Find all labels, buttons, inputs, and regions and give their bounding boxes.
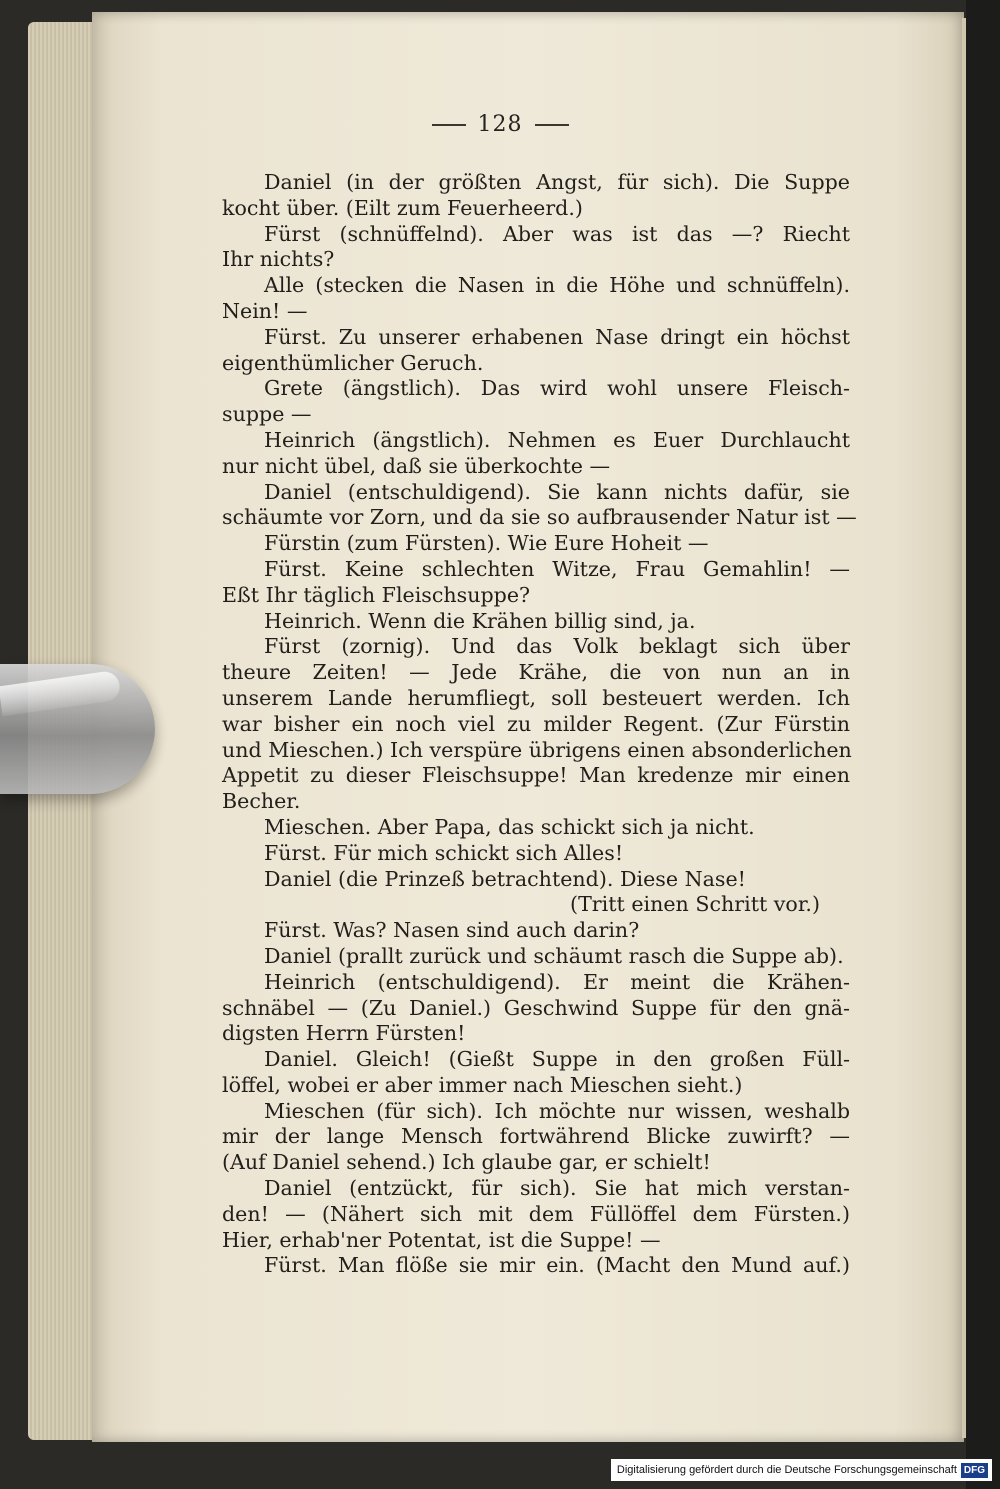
text-line: Fürst. Keine schlechten Witze, Frau Gemahlin! —	[264, 556, 850, 581]
text-line: Fürstin (zum Fürsten). Wie Eure Hoheit —	[264, 531, 709, 556]
text-line: war bisher ein noch viel zu milder Regent. (Zur Fürstin	[222, 711, 850, 736]
text-line: kocht über. (Eilt zum Feuerheerd.)	[222, 195, 583, 220]
text-line: schnäbel — (Zu Daniel.) Geschwind Suppe für den gnä-	[222, 995, 850, 1020]
digitization-credit	[611, 1459, 992, 1481]
text-line: Daniel (entzückt, für sich). Sie hat mich verstan-	[264, 1176, 850, 1201]
text-line: Daniel (in der größten Angst, für sich). Die Suppe	[264, 170, 850, 194]
text-line: nur nicht übel, daß sie überkochte —	[222, 453, 611, 478]
text-line: unserem Lande herumfliegt, soll besteuert werden. Ich	[222, 685, 850, 710]
page-number: 128	[477, 112, 523, 137]
text-line: suppe —	[222, 402, 312, 427]
text-line: Fürst (schnüffelnd). Aber was ist das —? Riecht	[264, 221, 850, 246]
text-line: theure Zeiten! — Jede Krähe, die von nun an in	[222, 660, 850, 685]
dfg-logo: DFG	[961, 1463, 988, 1478]
text-line: Daniel (entschuldigend). Sie kann nichts dafür, sie	[264, 479, 850, 504]
text-line: Hier, erhab'ner Potentat, ist die Suppe! —	[222, 1227, 661, 1252]
text-line: den! — (Nähert sich mit dem Füllöffel dem Fürsten.)	[222, 1201, 850, 1226]
text-line: Fürst. Man flöße sie mir ein. (Macht den Mund auf.)	[264, 1253, 850, 1278]
page-text	[222, 170, 857, 1279]
text-line: Fürst (zornig). Und das Volk beklagt sich über	[264, 634, 850, 659]
ornament-left-icon	[432, 124, 466, 126]
text-line: Appetit zu dieser Fleischsuppe! Man kredenze mir einen	[222, 763, 850, 788]
credit-text: Digitalisierung gefördert durch die Deutsche Forschungsgemeinschaft	[616, 1464, 957, 1476]
text-line: Alle (stecken die Nasen in die Höhe und schnüffeln).	[264, 273, 850, 298]
text-line: Heinrich. Wenn die Krähen billig sind, ja.	[264, 608, 696, 633]
text-line: (Tritt einen Schritt vor.)	[570, 892, 820, 917]
text-line: löffel, wobei er aber immer nach Mieschen sieht.)	[222, 1072, 743, 1097]
text-line: Fürst. Zu unserer erhabenen Nase dringt ein höchst	[264, 324, 850, 349]
text-line: Heinrich (ängstlich). Nehmen es Euer Durchlaucht	[264, 427, 850, 452]
text-line: (Auf Daniel sehend.) Ich glaube gar, er schielt!	[222, 1150, 711, 1175]
text-line: Fürst. Für mich schickt sich Alles!	[264, 840, 624, 865]
scan-background	[966, 0, 1000, 1489]
text-line: Ihr nichts?	[222, 247, 335, 272]
text-line: Daniel. Gleich! (Gießt Suppe in den großen Füll-	[264, 1047, 850, 1072]
text-line: Heinrich (entschuldigend). Er meint die Krähen-	[264, 969, 850, 994]
text-line: Grete (ängstlich). Das wird wohl unsere Fleisch-	[264, 376, 850, 401]
text-line: mir der lange Mensch fortwährend Blicke zuwirft? —	[222, 1124, 850, 1149]
text-line: und Mieschen.) Ich verspüre übrigens einen absonderlichen	[222, 737, 852, 762]
page-number-header	[0, 112, 1000, 137]
text-line: eigenthümlicher Geruch.	[222, 350, 484, 375]
text-line: schäumte vor Zorn, und da sie so aufbrausender Natur ist —	[222, 505, 857, 530]
text-line: Daniel (prallt zurück und schäumt rasch die Suppe ab).	[264, 943, 844, 968]
text-line: Eßt Ihr täglich Fleischsuppe?	[222, 582, 531, 607]
text-line: Mieschen. Aber Papa, das schickt sich ja nicht.	[264, 814, 755, 839]
text-line: digsten Herrn Fürsten!	[222, 1021, 466, 1046]
text-line: Becher.	[222, 789, 301, 814]
text-line: Mieschen (für sich). Ich möchte nur wissen, weshalb	[264, 1098, 850, 1123]
text-line: Fürst. Was? Nasen sind auch darin?	[264, 918, 640, 943]
text-line: Nein! —	[222, 298, 308, 323]
ornament-right-icon	[535, 124, 569, 126]
text-line: Daniel (die Prinzeß betrachtend). Diese Nase!	[264, 866, 746, 891]
